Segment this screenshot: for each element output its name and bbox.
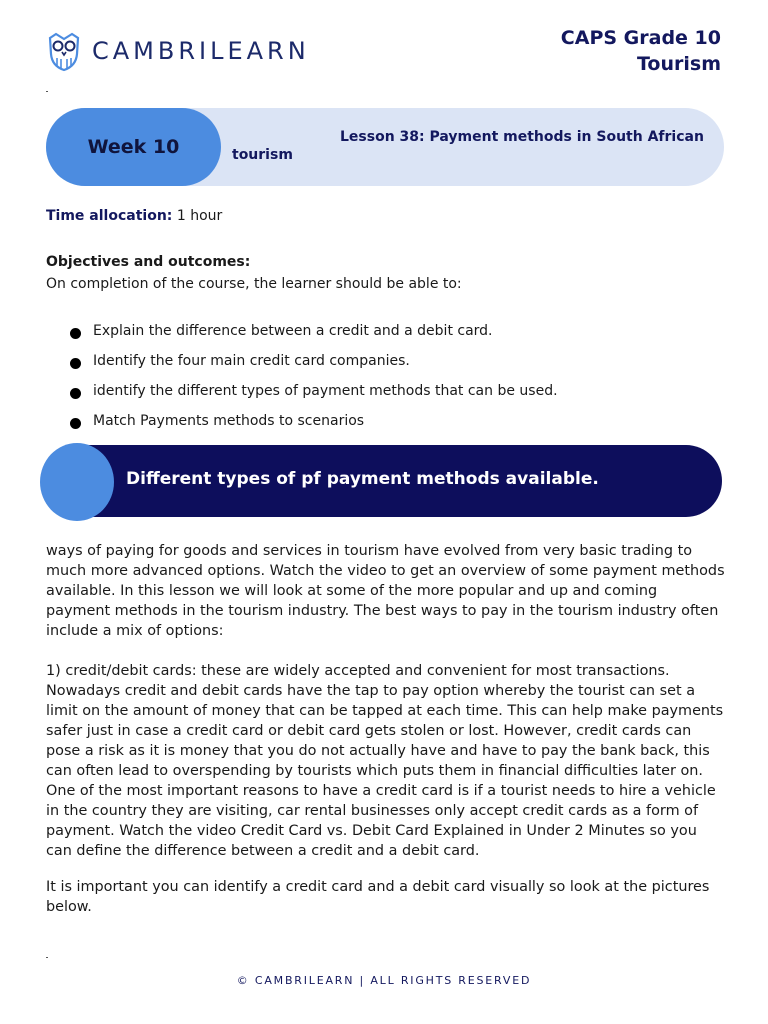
week-badge: Week 10 bbox=[46, 108, 221, 186]
list-item: identify the different types of payment methods that can be used. bbox=[70, 381, 558, 411]
divider-dot bbox=[46, 957, 48, 958]
objectives-list bbox=[70, 321, 558, 441]
objectives-heading: Objectives and outcomes: bbox=[46, 254, 251, 270]
list-item: Identify the four main credit card companies. bbox=[70, 351, 558, 381]
brand-name: CAMBRILEARN bbox=[92, 37, 310, 65]
list-item: Match Payments methods to scenarios bbox=[70, 411, 558, 441]
time-allocation bbox=[46, 208, 222, 224]
course-grade: CAPS Grade 10 bbox=[560, 27, 721, 49]
paragraph-identify: It is important you can identify a credit card and a debit card visually so look at the pictures below. bbox=[46, 879, 710, 915]
paragraph-credit-debit: 1) credit/debit cards: these are widely accepted and convenient for most transactions. Nowadays credit and debit cards have the tap to pay option whereby the tourist can set a limit on the amount of money that can be tapped at each time. This can help make payments safer just in case a credit card or debit card gets stolen or lost. However, credit cards can pose a risk as it is money that you do not actually have and have to pay the bank back, this can often lead to overspending by tourists which puts them in financial difficulties later on. One of the most important reasons to have a credit card is if a tourist needs to hire a vehicle in the country they are visiting, car rental businesses only accept credit cards as a form of payment. Watch the video Credit Card vs. Debit Card Explained in Under 2 Minutes so you can define the difference between a credit and a debit card. bbox=[46, 663, 724, 859]
time-allocation-label: Time allocation: bbox=[46, 208, 173, 224]
section-title: Different types of pf payment methods available. bbox=[126, 469, 599, 489]
paragraph-intro: ways of paying for goods and services in tourism have evolved from very basic trading to much more advanced options. Watch the video to get an overview of some payment methods available. In this lesson we will look at some of the more popular and up and coming payment methods in the tourism industry. The best ways to pay in the tourism industry often include a mix of options: bbox=[46, 543, 725, 639]
brand-logo bbox=[46, 30, 310, 72]
objectives-intro: On completion of the course, the learner should be able to: bbox=[46, 276, 462, 292]
lesson-title: Lesson 38: Payment methods in South African tourism bbox=[232, 129, 704, 163]
owl-logo-icon bbox=[46, 30, 82, 72]
list-item: Explain the difference between a credit and a debit card. bbox=[70, 321, 558, 351]
section-circle bbox=[40, 443, 114, 521]
time-allocation-value: 1 hour bbox=[172, 208, 223, 224]
course-subject: Tourism bbox=[636, 53, 721, 75]
divider-dot bbox=[46, 91, 48, 92]
footer-copyright: © CAMBRILEARN | ALL RIGHTS RESERVED bbox=[236, 974, 532, 987]
course-title bbox=[561, 25, 721, 77]
